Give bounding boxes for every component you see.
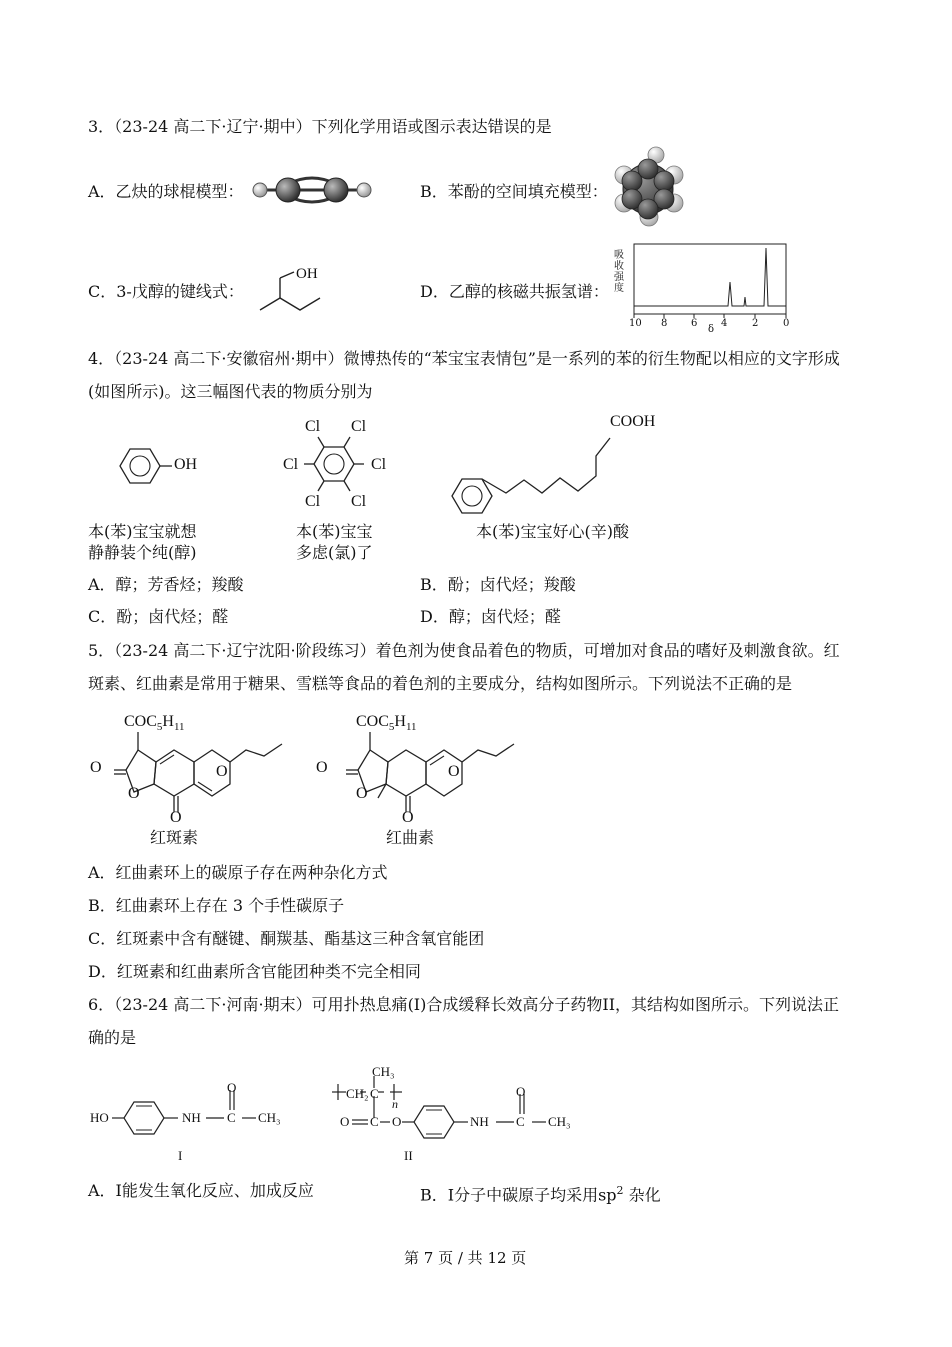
polymer-ch3-top: CH₃ [372,1064,395,1079]
polymer-ester-c: C [370,1114,379,1129]
nmr-ylabel: 吸收强度 [614,250,624,294]
caption-acid: 本(苯)宝宝好心(辛)酸 [476,522,629,541]
polymer-ch2: CH₂ [346,1086,369,1101]
phenol-structure-figure [108,442,180,490]
q3-option-a: A．乙炔的球棍模型： [88,182,244,201]
rubro-pyran-o: O [216,763,228,780]
compound-name-rubropunctatin: 红斑素 [150,828,199,847]
phenyloctanoic-acid-structure-figure [446,418,626,518]
nmr-xlabel: δ [708,324,715,335]
q4-option-d: D．醇；卤代烃；醛 [420,607,561,626]
cooh-label: COOH [610,413,656,430]
monascin-side-chain-label: $COC_5H_{11}$ [356,713,417,734]
q6-option-a: A．I能发生氧化反应、加成反应 [88,1181,314,1200]
q6-stem-line2: 确的是 [88,1028,137,1047]
cl-label-right: Cl [371,456,387,473]
structure-label-i: I [178,1148,183,1163]
caption-chloro-line1: 本(苯)宝宝 [296,522,373,541]
cl-label-top-right: Cl [351,418,367,435]
q5-stem-line2: 斑素、红曲素是常用于糖果、雪糕等食品的着色剂的主要成分，结构如图所示。下列说法不正确的是 [88,674,793,693]
phenol-oh-label: OH [174,456,198,473]
q3-stem: 3．（23-24 高二下·辽宁·期中）下列化学用语或图示表达错误的是 [88,117,552,136]
paracetamol-ho: HO [90,1110,109,1125]
q4-option-a: A．醇；芳香烃；羧酸 [88,575,244,594]
phenol-space-filling-figure [608,145,690,227]
paracetamol-c: C [227,1110,236,1125]
monascin-structure-figure [330,730,520,830]
monascin-keto-o: O [402,809,414,826]
rubropunctatin-structure-figure [100,730,290,830]
q5-option-a: A．红曲素环上的碳原子存在两种杂化方式 [88,863,388,882]
paracetamol-o: O [227,1080,237,1095]
nmr-tick-4: 4 [721,318,728,329]
q4-stem-line2: (如图所示)。这三幅图代表的物质分别为 [88,382,373,401]
cl-label-left: Cl [283,456,299,473]
rubro-keto-o: O [170,809,182,826]
nmr-tick-10: 10 [629,318,642,329]
monascin-carbonyl-o: O [316,759,328,776]
q6-stem-line1: 6．（23-24 高二下·河南·期末）可用扑热息痛(I)合成缓释长效高分子药物II，其结构如图所示。下列说法正 [88,995,840,1014]
polymer-amide-c: C [516,1114,525,1129]
polymer-ester-o: O [340,1114,350,1129]
polymer-n-subscript: n [392,1097,398,1111]
3-pentanol-skeletal-figure [254,262,334,318]
cl-label-top-left: Cl [305,418,321,435]
polymer-ether-o: O [392,1114,402,1129]
q3-option-c: C．3-戊醇的键线式： [88,282,244,301]
page-footer: 第 7 页 / 共 12 页 [404,1249,527,1267]
caption-chloro-line2: 多虑(氯)了 [296,543,373,562]
cl-label-bottom-left: Cl [305,493,321,510]
cl-label-bottom-right: Cl [351,493,367,510]
polymer-ch3-end: CH₃ [548,1114,571,1129]
q5-option-d: D．红斑素和红曲素所含官能团种类不完全相同 [88,962,421,981]
q4-option-c: C．酚；卤代烃；醛 [88,607,229,626]
compound-name-monascin: 红曲素 [386,828,435,847]
rubro-ring-o: O [128,785,140,802]
nmr-tick-6: 6 [691,318,698,329]
structure-label-ii: II [404,1148,413,1163]
q5-stem-line1: 5．（23-24 高二下·辽宁沈阳·阶段练习）着色剂为使食品着色的物质，可增加对食品的嗜好及刺激食欲。红 [88,641,840,660]
nmr-tick-2: 2 [752,318,759,329]
paracetamol-nh: NH [182,1110,201,1125]
nmr-tick-8: 8 [661,318,668,329]
q3-c-oh-label: OH [296,266,318,282]
rubro-carbonyl-o: O [90,759,102,776]
monascin-ring-o: O [356,785,368,802]
caption-phenol-line1: 本(苯)宝宝就想 [88,522,197,541]
q4-stem-line1: 4．（23-24 高二下·安徽宿州·期中）微博热传的“苯宝宝表情包”是一系列的苯的衍生物配以相应的文字形成 [88,349,840,368]
polymer-nh: NH [470,1114,489,1129]
q5-option-c: C．红斑素中含有醚键、酮羰基、酯基这三种含氧官能团 [88,929,485,948]
polymer-amide-o: O [516,1084,526,1099]
q3-option-b: B．苯酚的空间填充模型： [420,182,608,201]
q6-option-b: B．I分子中碳原子均采用$sp^2$ 杂化 [420,1184,661,1205]
q5-option-b: B．红曲素环上存在 3 个手性碳原子 [88,896,345,915]
polymer-c-backbone: C [370,1086,379,1101]
paracetamol-ch3: CH₃ [258,1110,281,1125]
nmr-tick-0: 0 [783,318,790,329]
acetylene-ball-stick-figure [248,170,376,210]
q3-option-d: D．乙醇的核磁共振氢谱： [420,282,609,301]
caption-phenol-line2: 静静装个纯(醇) [88,543,197,562]
monascin-pyran-o: O [448,763,460,780]
rubro-side-chain-label: $COC_5H_{11}$ [124,713,185,734]
q4-option-b: B．酚；卤代烃；羧酸 [420,575,576,594]
